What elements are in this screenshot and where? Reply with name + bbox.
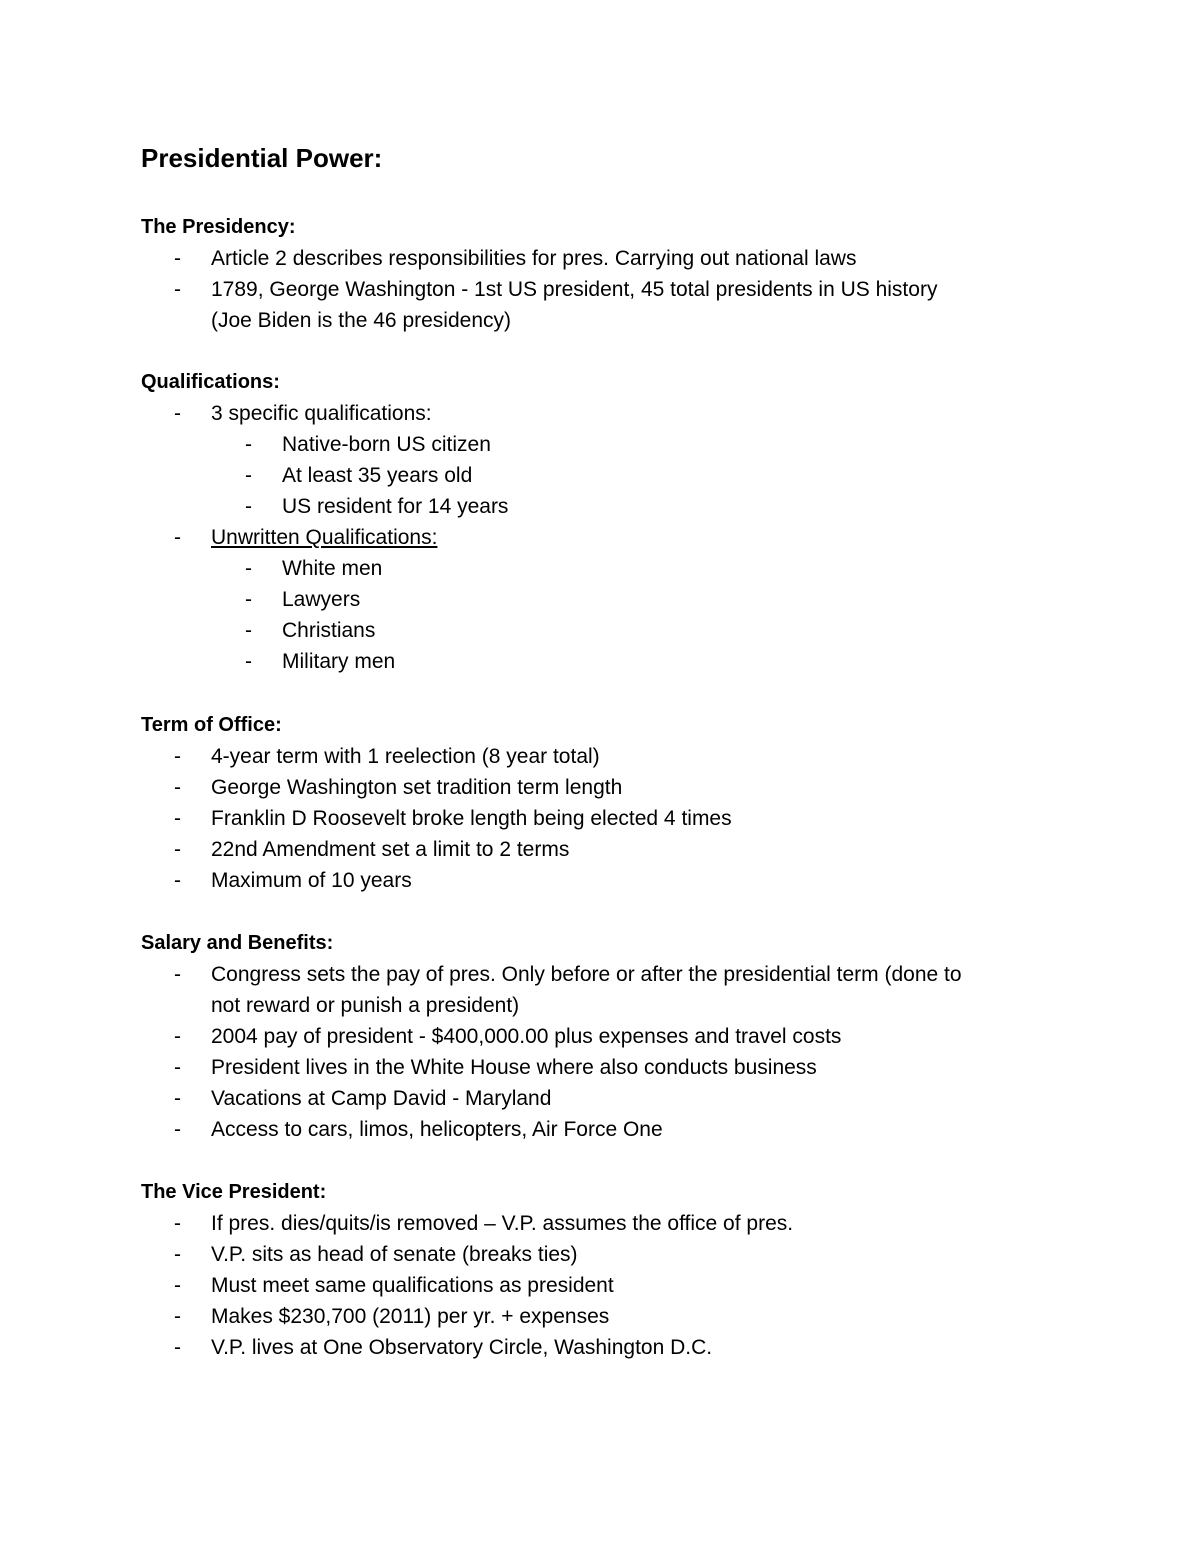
bullet-dash: - [245, 557, 252, 580]
list-item [141, 1208, 1081, 1239]
section-term-of-office [141, 710, 1081, 896]
bullet-dash: - [174, 402, 181, 425]
list-item [141, 274, 1081, 305]
list-item-text: Must meet same qualifications as president [211, 1274, 614, 1297]
list-item-text: Native-born US citizen [282, 433, 491, 456]
bullet-dash: - [174, 1118, 181, 1141]
underlined-subheading: Unwritten Qualifications: [211, 526, 438, 549]
list-item-text: Makes $230,700 (2011) per yr. + expenses [211, 1305, 610, 1328]
sub-list-item [141, 429, 1081, 460]
bullet-dash: - [174, 869, 181, 892]
section-heading: The Presidency: [141, 216, 296, 238]
bullet-dash: - [174, 807, 181, 830]
section-heading: The Vice President: [141, 1181, 327, 1203]
list-item-text: 2004 pay of president - $400,000.00 plus expenses and travel costs [211, 1025, 842, 1048]
list-item [141, 803, 1081, 834]
bullet-dash: - [174, 776, 181, 799]
bullet-dash: - [174, 1025, 181, 1048]
section-the-vice-president [141, 1177, 1081, 1363]
list-item-text: (Joe Biden is the 46 presidency) [211, 309, 511, 332]
sub-list-item [141, 615, 1081, 646]
section-salary-and-benefits [141, 928, 1081, 1145]
list-item-text: President lives in the White House where also conducts business [211, 1056, 817, 1079]
bullet-dash: - [245, 433, 252, 456]
list-item [141, 398, 1081, 429]
sub-list-item [141, 553, 1081, 584]
list-item-text: If pres. dies/quits/is removed – V.P. assumes the office of pres. [211, 1212, 794, 1235]
list-item-text: 4-year term with 1 reelection (8 year total) [211, 745, 600, 768]
section-qualifications [141, 367, 1081, 677]
list-item-continuation [141, 305, 1081, 336]
bullet-dash: - [174, 1305, 181, 1328]
bullet-dash: - [245, 650, 252, 673]
list-item-text: V.P. sits as head of senate (breaks ties) [211, 1243, 578, 1266]
sub-list-item [141, 491, 1081, 522]
list-item [141, 1021, 1081, 1052]
list-item [141, 243, 1081, 274]
bullet-dash: - [174, 1243, 181, 1266]
list-item [141, 1052, 1081, 1083]
list-item-continuation [141, 990, 1081, 1021]
list-item [141, 1332, 1081, 1363]
list-item-text: US resident for 14 years [282, 495, 509, 518]
bullet-dash: - [174, 745, 181, 768]
section-heading: Qualifications: [141, 371, 280, 393]
section-the-presidency [141, 212, 1081, 336]
bullet-dash: - [174, 526, 181, 549]
sub-list-item [141, 584, 1081, 615]
list-item [141, 865, 1081, 896]
list-item [141, 1239, 1081, 1270]
section-heading: Salary and Benefits: [141, 932, 334, 954]
list-item-text: Military men [282, 650, 396, 673]
bullet-dash: - [174, 963, 181, 986]
list-item-text: At least 35 years old [282, 464, 473, 487]
list-item-text: V.P. lives at One Observatory Circle, Washington D.C. [211, 1336, 713, 1359]
document-title: Presidential Power: [141, 143, 383, 173]
bullet-dash: - [245, 588, 252, 611]
bullet-dash: - [174, 1336, 181, 1359]
list-item [141, 1270, 1081, 1301]
list-item-text: Article 2 describes responsibilities for pres. Carrying out national laws [211, 247, 857, 270]
list-item [141, 1301, 1081, 1332]
list-item [141, 959, 1081, 990]
list-item-text: Access to cars, limos, helicopters, Air Force One [211, 1118, 663, 1141]
list-item-text: Maximum of 10 years [211, 869, 412, 892]
bullet-dash: - [245, 495, 252, 518]
list-item-text: Christians [282, 619, 376, 642]
list-item [141, 834, 1081, 865]
list-item-text: not reward or punish a president) [211, 994, 520, 1017]
section-heading: Term of Office: [141, 714, 282, 736]
list-item-text: 1789, George Washington - 1st US president, 45 total presidents in US history [211, 278, 938, 301]
list-item-text: George Washington set tradition term length [211, 776, 623, 799]
list-item-text: White men [282, 557, 383, 580]
bullet-dash: - [174, 278, 181, 301]
list-item [141, 1114, 1081, 1145]
list-item [141, 1083, 1081, 1114]
bullet-dash: - [174, 1274, 181, 1297]
bullet-dash: - [174, 1087, 181, 1110]
list-item [141, 772, 1081, 803]
sub-list-item [141, 646, 1081, 677]
bullet-dash: - [174, 1212, 181, 1235]
bullet-dash: - [174, 1056, 181, 1079]
list-item-text: Franklin D Roosevelt broke length being elected 4 times [211, 807, 732, 830]
list-item-text: Congress sets the pay of pres. Only before or after the presidential term (done to [211, 963, 962, 986]
sub-list-item [141, 460, 1081, 491]
list-item-text: Vacations at Camp David - Maryland [211, 1087, 552, 1110]
bullet-dash: - [174, 838, 181, 861]
list-item-text: 22nd Amendment set a limit to 2 terms [211, 838, 570, 861]
list-item [141, 522, 1081, 553]
list-item-text: 3 specific qualifications: [211, 402, 432, 425]
bullet-dash: - [174, 247, 181, 270]
list-item-text: Lawyers [282, 588, 361, 611]
bullet-dash: - [245, 464, 252, 487]
bullet-dash: - [245, 619, 252, 642]
list-item [141, 741, 1081, 772]
